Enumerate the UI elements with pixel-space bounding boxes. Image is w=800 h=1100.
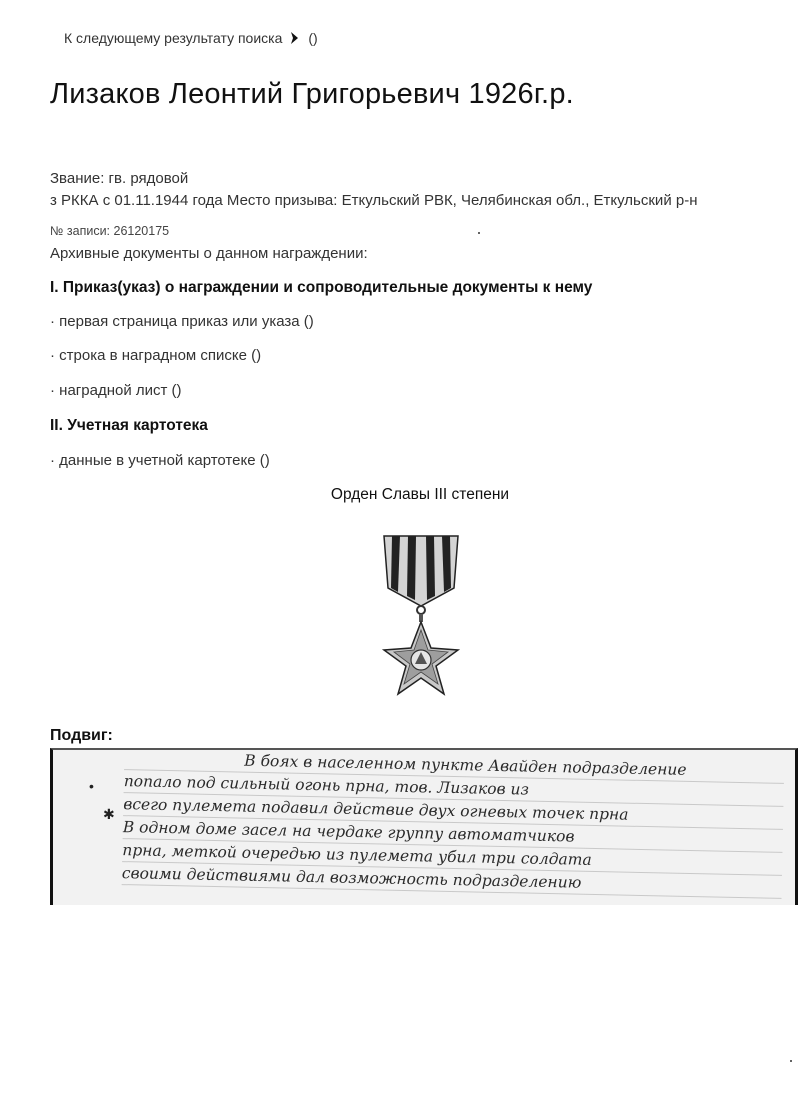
chevron-right-icon — [288, 31, 302, 45]
page-title: Лизаков Леонтий Григорьевич 1926г.р. — [50, 78, 574, 110]
next-result-suffix: () — [308, 30, 318, 46]
award-name: Орден Славы III степени — [330, 486, 510, 503]
section-heading-order: I. Приказ(указ) о награждении и сопроводительные документы к нему — [50, 279, 593, 296]
next-result-label: К следующему результату поиска — [64, 30, 283, 46]
award-sheet-scan: • ✱ В боях в населенном пункте Авайден подразделение попало под сильный огонь прна, тов. Лизаков из всего пулемета подавил действие двух огневых точек прна В одном доме засел на чердаке группу автоматчиков прна, меткой очередью из пулемета убил три солдата своими действиями дал возможность подразделению — [50, 748, 798, 905]
order-of-glory-medal-icon — [378, 530, 464, 700]
feat-line: В боях в населенном пункте Авайден подразделение — [124, 748, 784, 784]
feat-label: Подвиг: — [50, 727, 113, 744]
service-line: з РККА с 01.11.1944 года Место призыва: Еткульский РВК, Челябинская обл., Еткульский р-н — [50, 192, 698, 209]
next-search-result-link[interactable] — [64, 30, 318, 46]
doc-link-card-index-data[interactable]: · данные в учетной картотеке () — [50, 452, 270, 469]
feat-line: попало под сильный огонь прна, тов. Лизаков из — [124, 770, 784, 807]
doc-link-award-sheet[interactable]: · наградной лист () — [50, 382, 182, 399]
record-number: № записи: 26120175 — [50, 224, 170, 238]
feat-line: прна, меткой очередью из пулемета убил три солдата — [122, 839, 782, 876]
feat-line: В одном доме засел на чердаке группу автоматчиков — [123, 816, 783, 853]
feat-line: всего пулемета подавил действие двух огневых точек прна — [123, 793, 783, 830]
rank-line: Звание: гв. рядовой — [50, 170, 189, 187]
archive-heading: Архивные документы о данном награждении: — [50, 245, 368, 262]
feat-handwritten-text — [122, 748, 785, 899]
doc-link-order-first-page[interactable]: · первая страница приказ или указа () — [50, 313, 314, 330]
doc-link-award-list-line[interactable]: · строка в наградном списке () — [50, 347, 262, 364]
feat-line: своими действиями дал возможность подразделению — [122, 862, 782, 899]
section-heading-card-index: II. Учетная картотека — [50, 417, 208, 434]
